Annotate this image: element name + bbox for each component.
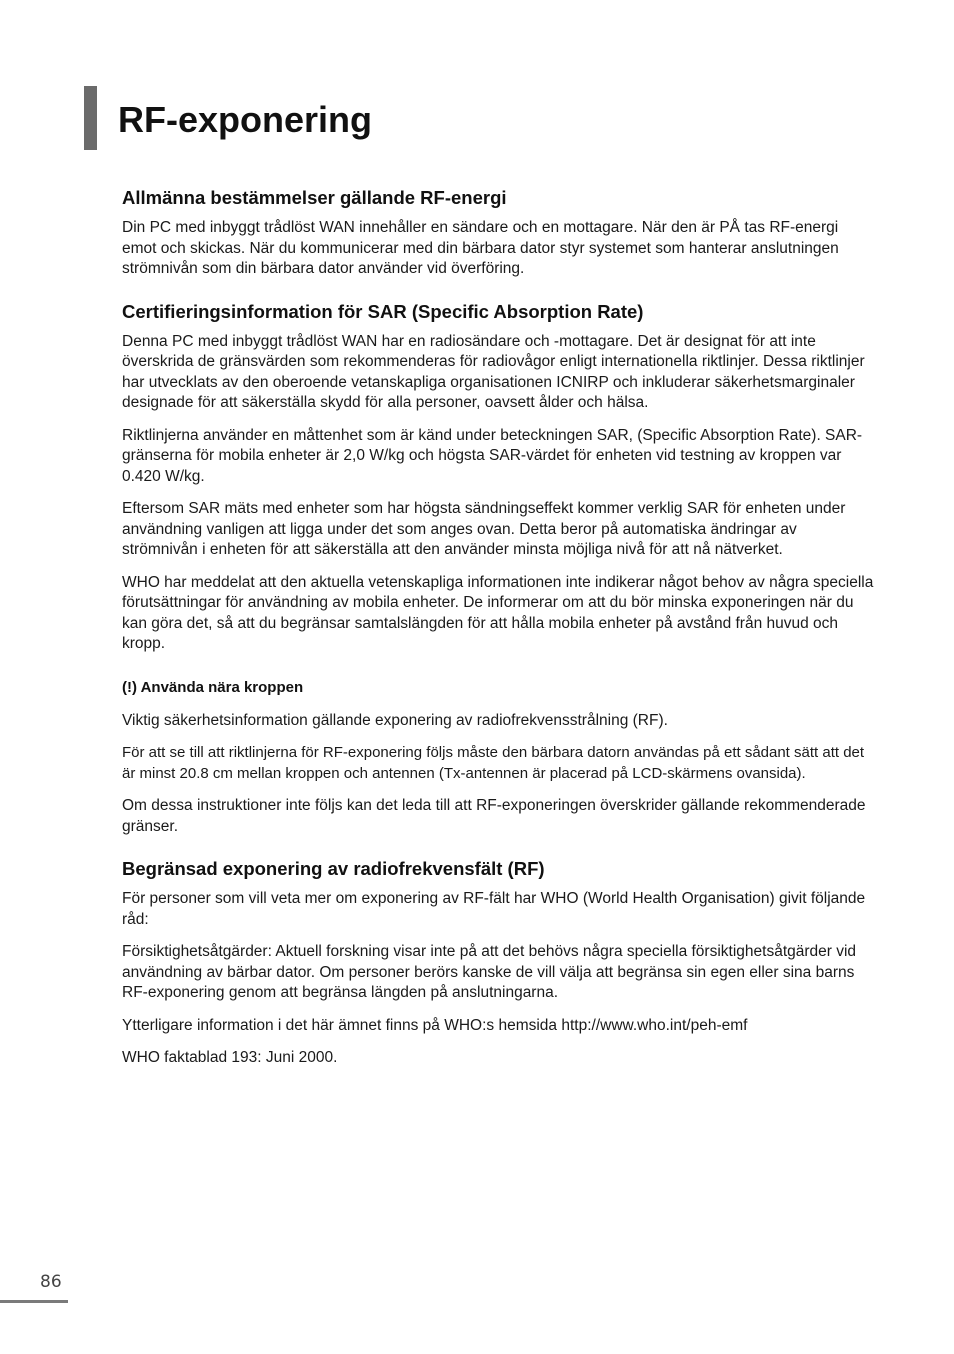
subsection-heading: (!) Använda nära kroppen: [122, 678, 304, 696]
page-number-rule: [0, 1300, 68, 1303]
section-heading: Begränsad exponering av radiofrekvensfält (RF): [122, 858, 545, 879]
section-general-rf: [122, 184, 874, 280]
paragraph: Viktig säkerhetsinformation gällande exponering av radiofrekvensstrålning (RF).: [122, 711, 668, 729]
section-sar-certification: [122, 298, 874, 655]
section-heading: Certifieringsinformation för SAR (Specific Absorption Rate): [122, 300, 644, 322]
paragraph: Din PC med inbyggt trådlöst WAN innehåller en sändare och en mottagare. När den är PÅ tas RF-energi emot och skickas. När du kommunicerar med din bärbara dator styr systemet som hanterar anslutningen strömnivån som din bärbara dator använder vid överföring.: [122, 219, 839, 277]
section-limited-exposure: [122, 855, 874, 1069]
paragraph: Försiktighetsåtgärder: Aktuell forskning visar inte på att det behövs några speciella försiktighetsåtgärder vid användning av bärbar dator. Om personer berörs kanske de vill välja att begränsa sin egen eller sina barns RF-exponering genom att begränsa längden på anslutningarna.: [122, 943, 857, 1001]
paragraph: För personer som vill veta mer om exponering av RF-fält har WHO (World Health Organisation) givit följande råd:: [122, 890, 866, 928]
page-number: 86: [40, 1272, 62, 1292]
paragraph: WHO har meddelat att den aktuella vetenskapliga informationen inte indikerar något behov av några speciella förutsättningar för användning av mobila enheter. De informerar om att du bör minska exponeringen när du kan göra det, så att du begränsar samtalslängden för att hålla mobila enheter på avstånd från huvud och kropp.: [122, 573, 874, 652]
paragraph: WHO faktablad 193: Juni 2000.: [122, 1049, 338, 1066]
page-content: [122, 184, 874, 1081]
paragraph: Om dessa instruktioner inte följs kan det leda till att RF-exponeringen överskrider gällande rekommenderade gränser.: [122, 797, 866, 835]
paragraph: Ytterligare information i det här ämnet finns på WHO:s hemsida http://www.who.int/peh-emf: [122, 1016, 748, 1034]
paragraph: Denna PC med inbyggt trådlöst WAN har en radiosändare och -mottagare. Det är designat för att inte överskrida de gränsvärden som rekommenderas för radiovågor enligt internationella riktlinjer. Dessa riktlinjer har utvecklats av den oberoende vetanskapliga organisationen ICNIRP och inkluderar säkerhetsmarginaler designade för att säkerställa skydd för alla personer, oavsett ålder och hälsa.: [122, 332, 865, 411]
paragraph: Eftersom SAR mäts med enheter som har högsta sändningseffekt kommer verklig SAR för enheten under användning vanligen att ligga under det som anges ovan. Detta beror på automatiska ändringar av strömnivån i enheten för att säkerställa att den använder minsta möjliga nivå för att nå nätverket.: [122, 500, 846, 558]
paragraph: Riktlinjerna använder en måttenhet som är känd under beteckningen SAR, (Specific Absorption Rate). SAR-gränserna för mobila enheter är 2,0 W/kg och högsta SAR-värdet för enheten vid testning av kroppen var 0.420 W/kg.: [122, 426, 863, 485]
section-heading: Allmänna bestämmelser gällande RF-energi: [122, 187, 507, 208]
page-title: RF-exponering: [118, 99, 373, 140]
section-body-use: [122, 677, 874, 838]
title-accent-bar: [84, 86, 97, 150]
paragraph: För att se till att riktlinjerna för RF-exponering följs måste den bärbara datorn användas på ett sådant sätt att det är minst 20.8 cm mellan kroppen och antennen (Tx-antennen är placerad på LCD-skärmens ovansida).: [122, 744, 865, 782]
